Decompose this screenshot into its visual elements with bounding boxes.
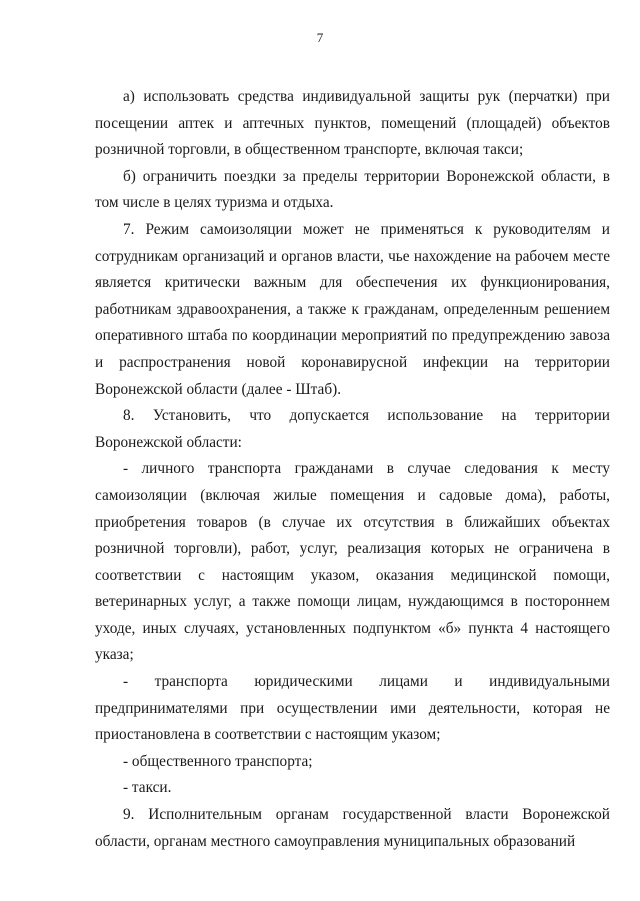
page-number: 7 xyxy=(316,30,324,45)
list-item-public-transport: - общественного транспорта; xyxy=(123,752,313,770)
paragraph-section-9: 9. Исполнительным органам государственной власти Воронежской области, органам местного самоуправления муниципальных образований xyxy=(95,806,610,850)
list-item-taxi: - такси. xyxy=(123,779,172,797)
list-item-business-transport: - транспорта юридическими лицами и индивидуальными предпринимателями при осуществлении ими деятельности, которая не приостановлена в соответствии с настоящим указом; xyxy=(95,673,610,744)
document-body xyxy=(95,84,610,855)
paragraph-item-a: а) использовать средства индивидуальной защиты рук (перчатки) при посещении аптек и аптечных пунктов, помещений (площадей) объектов розничной торговли, в общественном транспорте, включая такси; xyxy=(95,88,610,159)
list-item-personal-transport: - личного транспорта гражданами в случае следования к месту самоизоляции (включая жилые помещения и садовые дома), работы, приобретения товаров (в случае их отсутствия в ближайших объектах розничной торговли), работ, услуг, реализация которых не ограничена в соответствии с настоящим указом, оказания медицинской помощи, ветеринарных услуг, а также помощи лицам, нуждающимся в постороннем уходе, иных случаях, установленных подпунктом «б» пункта 4 настоящего указа; xyxy=(95,460,610,664)
paragraph-section-8: 8. Установить, что допускается использование на территории Воронежской области: xyxy=(95,407,610,451)
paragraph-item-b: б) ограничить поездки за пределы территории Воронежской области, в том числе в целях туризма и отдыха. xyxy=(95,167,610,212)
paragraph-section-7: 7. Режим самоизоляции может не применяться к руководителям и сотрудникам организаций и органов власти, чье нахождение на рабочем месте является критически важным для обеспечения их функционирования, работникам здравоохранения, а также к гражданам, определенным решением оперативного штаба по координации мероприятий по предупреждению завоза и распространения новой коронавирусной инфекции на территории Воронежской области (далее - Штаб). xyxy=(95,220,610,398)
